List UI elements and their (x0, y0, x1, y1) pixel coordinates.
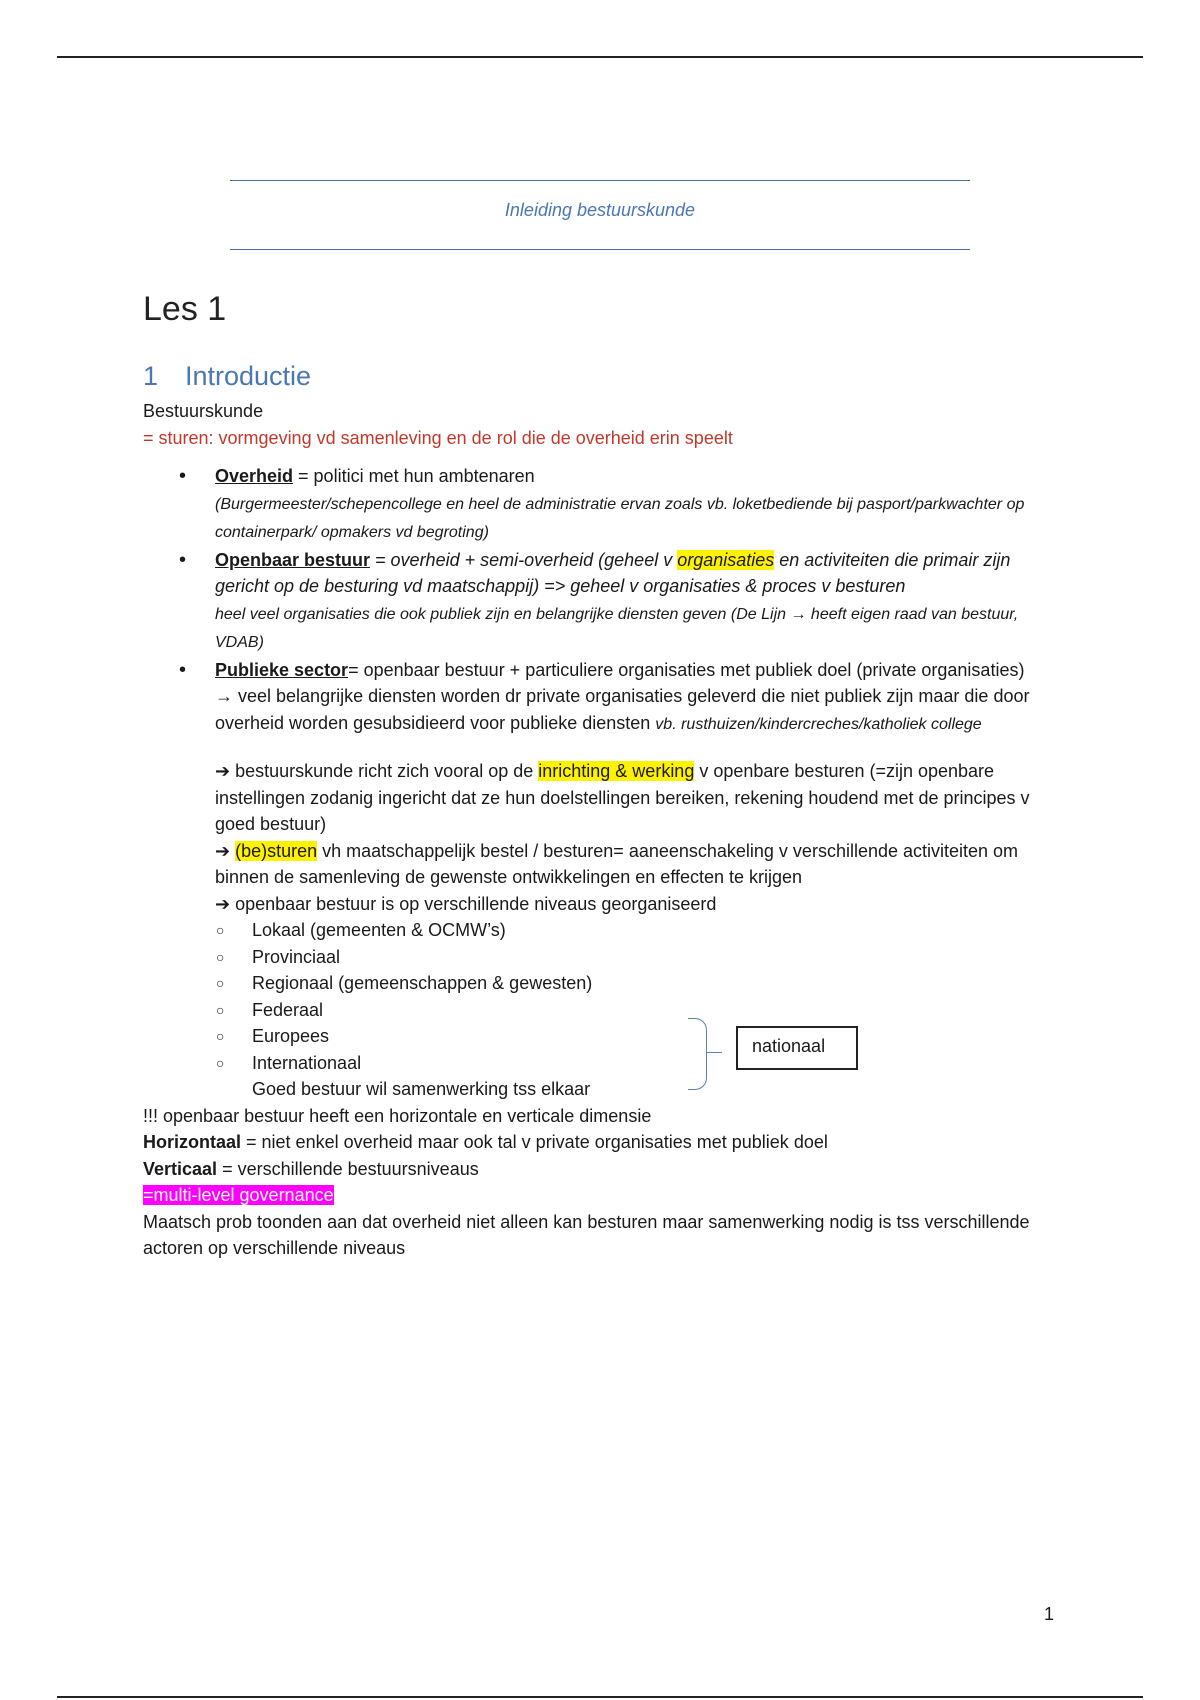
highlight-multilevel-governance: =multi-level governance (143, 1185, 334, 1205)
arrow-1-pre: ➔ bestuurskunde richt zich vooral op de (215, 761, 539, 781)
list-item-openbaar-bestuur (215, 547, 1043, 657)
arrow-paragraph-2 (215, 838, 1043, 891)
arrow-text-publieke-sector: → veel belangrijke diensten worden dr private organisaties geleverd die niet publiek zijn maar die door overheid worden gesubsidieerd voor publieke diensten (215, 686, 1030, 733)
levels-brace (688, 1018, 707, 1090)
highlight-organisaties: organisaties (677, 549, 775, 570)
horizontal-line (143, 1129, 1043, 1156)
list-item-publieke-sector (215, 657, 1043, 739)
arrow-1-post: v openbare besturen (=zijn openbare instellingen zodanig ingericht dat ze hun doelstellingen bereiken, rekening houdend met de principes v goed bestuur) (215, 761, 1030, 834)
detail-overheid: (Burgermeester/schepencollege en heel de administratie ervan zoals vb. loketbediende bij pasport/parkwachter op containerpark/ opmakers vd begroting) (215, 495, 1025, 541)
conclusion-paragraph: Maatsch prob toonden aan dat overheid niet alleen kan besturen maar samenwerking nodig is tss verschillende actoren op verschillende niveaus (143, 1211, 1030, 1258)
nationaal-box: nationaal (736, 1026, 858, 1070)
section-heading (143, 361, 311, 392)
intro-definition: = sturen: vormgeving vd samenleving en de rol die de overheid erin speelt (143, 427, 733, 448)
level-item: ○ Lokaal (gemeenten & OCMW’s) (252, 917, 1043, 944)
lesson-heading: Les 1 (143, 290, 227, 328)
page-number: 1 (1044, 1604, 1055, 1624)
page-bottom-rule (57, 1696, 1143, 1698)
arrow-2-pre: ➔ (215, 840, 236, 861)
horizontal-term: Horizontaal (143, 1132, 242, 1152)
levels-list (143, 917, 1043, 1076)
title-rule-top (230, 180, 970, 181)
text-openbaar-a: = overheid + semi-overheid (geheel v (370, 549, 678, 570)
level-item: ○ Federaal (252, 997, 1043, 1024)
highlight-inrichting: inrichting & werking (538, 761, 695, 781)
detail-openbaar-bestuur: heel veel organisaties die ook publiek zijn en belangrijke diensten geven (De Lijn → heeft eigen raad van bestuur, VDAB) (215, 605, 1019, 651)
arrow-block (143, 758, 1043, 917)
term-publieke-sector: Publieke sector (215, 659, 349, 680)
document-title: Inleiding bestuurskunde (504, 200, 696, 220)
vertical-line (143, 1156, 1043, 1183)
vertical-term: Verticaal (143, 1158, 218, 1179)
multilevel-line (143, 1182, 1043, 1209)
level-item: ○ Europees (252, 1023, 1043, 1050)
good-governance-note: Goed bestuur wil samenwerking tss elkaar (252, 1079, 591, 1099)
term-overheid: Overheid (215, 466, 294, 486)
text-openbaar-b: en activiteiten die primair zijn gericht op de besturing vd maatschappij) => geheel v organisaties & proces v besturen (215, 549, 1011, 596)
level-item: ○ Internationaal (252, 1050, 1043, 1077)
highlight-besturen: (be)sturen (235, 840, 318, 861)
section-number: 1 (143, 361, 159, 391)
levels-brace-tick (706, 1052, 722, 1053)
definitions-list (143, 463, 1043, 738)
page-top-rule (57, 56, 1143, 58)
level-item: ○ Regionaal (gemeenschappen & gewesten) (252, 970, 1043, 997)
section-title: Introductie (185, 361, 312, 391)
arrow-paragraph-1 (215, 758, 1043, 838)
text-publieke-sector: = openbaar bestuur + particuliere organisaties met publiek doel (private organisaties) (348, 659, 1025, 680)
example-publieke-sector: vb. rusthuizen/kindercreches/katholiek college (655, 715, 982, 733)
text-overheid: = politici met hun ambtenaren (293, 466, 535, 486)
term-openbaar-bestuur: Openbaar bestuur (215, 549, 371, 570)
title-rule-bottom (230, 249, 970, 250)
arrow-paragraph-3: ➔ openbaar bestuur is op verschillende niveaus georganiseerd (215, 893, 717, 914)
list-item-overheid (215, 463, 1043, 547)
horizontal-text: = niet enkel overheid maar ook tal v private organisaties met publiek doel (241, 1132, 828, 1152)
vertical-text: = verschillende bestuursniveaus (217, 1158, 479, 1179)
level-item: ○ Provinciaal (252, 944, 1043, 971)
dimension-note: !!! openbaar bestuur heeft een horizontale en verticale dimensie (143, 1105, 652, 1126)
intro-term: Bestuurskunde (143, 401, 264, 421)
document-body (143, 398, 1043, 1262)
arrow-2-post: vh maatschappelijk bestel / besturen= aaneenschakeling v verschillende activiteiten om binnen de samenleving de gewenste ontwikkelingen en effecten te krijgen (215, 840, 1019, 887)
